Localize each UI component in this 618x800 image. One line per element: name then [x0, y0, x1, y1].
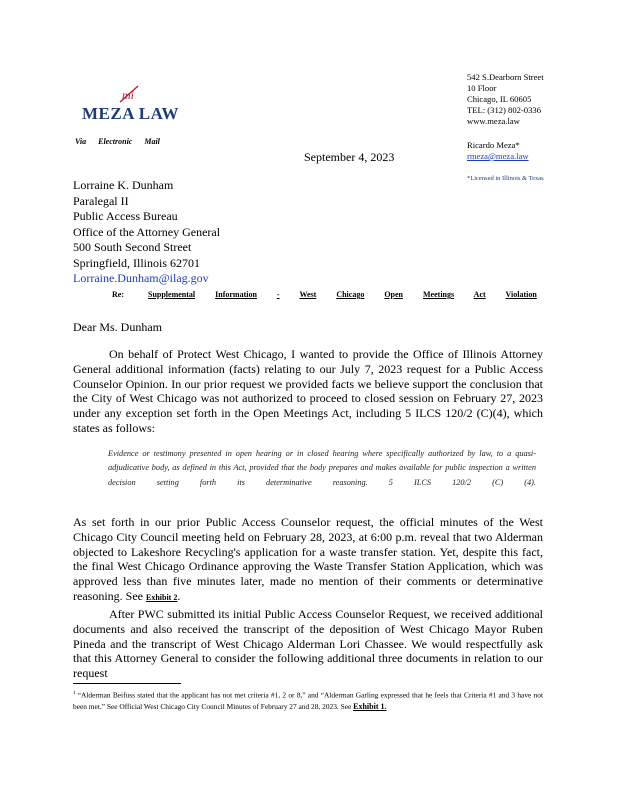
subject-word: - [276, 290, 280, 299]
delivery-method [75, 137, 170, 146]
licensed-note: *Licensed in Illinois & Texas [467, 175, 544, 182]
subject-word: Act [473, 290, 486, 299]
footnote-text: “Alderman Beifuss stated that the applicant has not met criteria #1, 2 or 8,” and “Alderman Garling expressed that he feels that Criteria #1 and 3 have not been met.” See Official West Chicago City Council Minutes of February 27 and 28, 2023. See [73, 690, 543, 712]
exhibit-2-link[interactable]: Exhibit 2 [145, 592, 178, 602]
footnote-divider [73, 683, 181, 684]
recipient-email-link[interactable]: Lorraine.Dunham@ilag.gov [73, 271, 209, 285]
footnote-marker: 1 [73, 691, 76, 696]
statute-quote: Evidence or testimony presented in open hearing or in closed hearing where specifically authorized by law, to a quasi-adjudicative body, as defined in this Act, provided that the body prepares and makes available for public inspection a written decision setting forth its determinative reasoning. 5 ILCS 120/2 (C) (4). [108, 449, 536, 487]
recipient-title: Paralegal II [73, 193, 129, 208]
subject-label: Re: [112, 290, 124, 299]
subject-word: Violation [505, 290, 537, 299]
footnote [73, 688, 543, 713]
body-paragraph-2 [73, 515, 543, 606]
address-line: 542 S.Dearborn Street [467, 72, 544, 82]
body-paragraph-1: On behalf of Protect West Chicago, I wanted to provide the Office of Illinois Attorney General additional information (facts) relating to our July 7, 2023 request for a Public Access Counselor Opinion. In our prior request we provided facts we believe support the conclusion that the City of West Chicago was not authorized to proceed to closed session on February 27, 2023 under any exception set forth in the Open Meetings Act, including 5 ILCS 120/2 (C)(4), which states as follows: [73, 347, 543, 435]
recipient-office: Office of the Attorney General [73, 224, 221, 239]
subject-word: Supplemental [148, 290, 196, 299]
website-link[interactable]: www.meza.law [467, 116, 520, 126]
recipient-name: Lorraine K. Dunham [73, 178, 174, 192]
via-word: Via [75, 137, 87, 146]
via-word: Electronic [98, 137, 133, 146]
subject-word: Chicago [336, 290, 365, 299]
subject-word: West [299, 290, 317, 299]
logo-mark-text: mi [122, 88, 134, 102]
subject-word: Meetings [423, 290, 455, 299]
recipient-street: 500 South Second Street [73, 240, 192, 254]
recipient-city: Springfield, Illinois 62701 [73, 255, 200, 270]
firm-address [467, 72, 544, 127]
via-word: Mail [144, 137, 160, 146]
attorney-contact [467, 140, 529, 162]
firm-logo: MEZA LAW [82, 104, 180, 123]
body-paragraph-3: After PWC submitted its initial Public Access Counselor Request, we received additional documents and also received the transcript of the deposition of West Chicago Mayor Ruben Pineda and the transcript of West Chicago Alderman Lori Chassee. We would respectfully ask that this Attorney General to consider the following additional three documents in relation to our request [73, 607, 543, 681]
letter-date: September 4, 2023 [304, 150, 395, 164]
subject-word: Open [384, 290, 403, 299]
paragraph-2-end: . [177, 588, 181, 603]
attorney-name: Ricardo Meza* [467, 140, 520, 150]
paragraph-2-text: As set forth in our prior Public Access Counselor request, the official minutes of the West Chicago City Council meeting held on February 28, 2023, at 6:00 p.m. reveal that two Alderman objected to Lakeshore Recycling's application for a waste transfer station. Yet, despite this fact, the final West Chicago Ordinance approving the Waste Transfer Station Application, which was approved less than five minutes later, made no mention of their comments or determinative reasoning. See [73, 515, 543, 603]
recipient-block [73, 178, 220, 287]
logo-mark-icon [118, 84, 144, 104]
salutation: Dear Ms. Dunham [73, 320, 162, 334]
attorney-email-link[interactable]: rmeza@meza.law [467, 151, 529, 161]
subject-line [112, 290, 555, 299]
phone-line: TEL: (312) 802-0336 [467, 105, 541, 115]
exhibit-1-link[interactable]: Exhibit 1. [353, 702, 387, 712]
subject-word: Information [215, 290, 257, 299]
address-line: Chicago, IL 60605 [467, 94, 532, 104]
address-line: 10 Floor [467, 83, 497, 93]
recipient-bureau: Public Access Bureau [73, 209, 178, 223]
